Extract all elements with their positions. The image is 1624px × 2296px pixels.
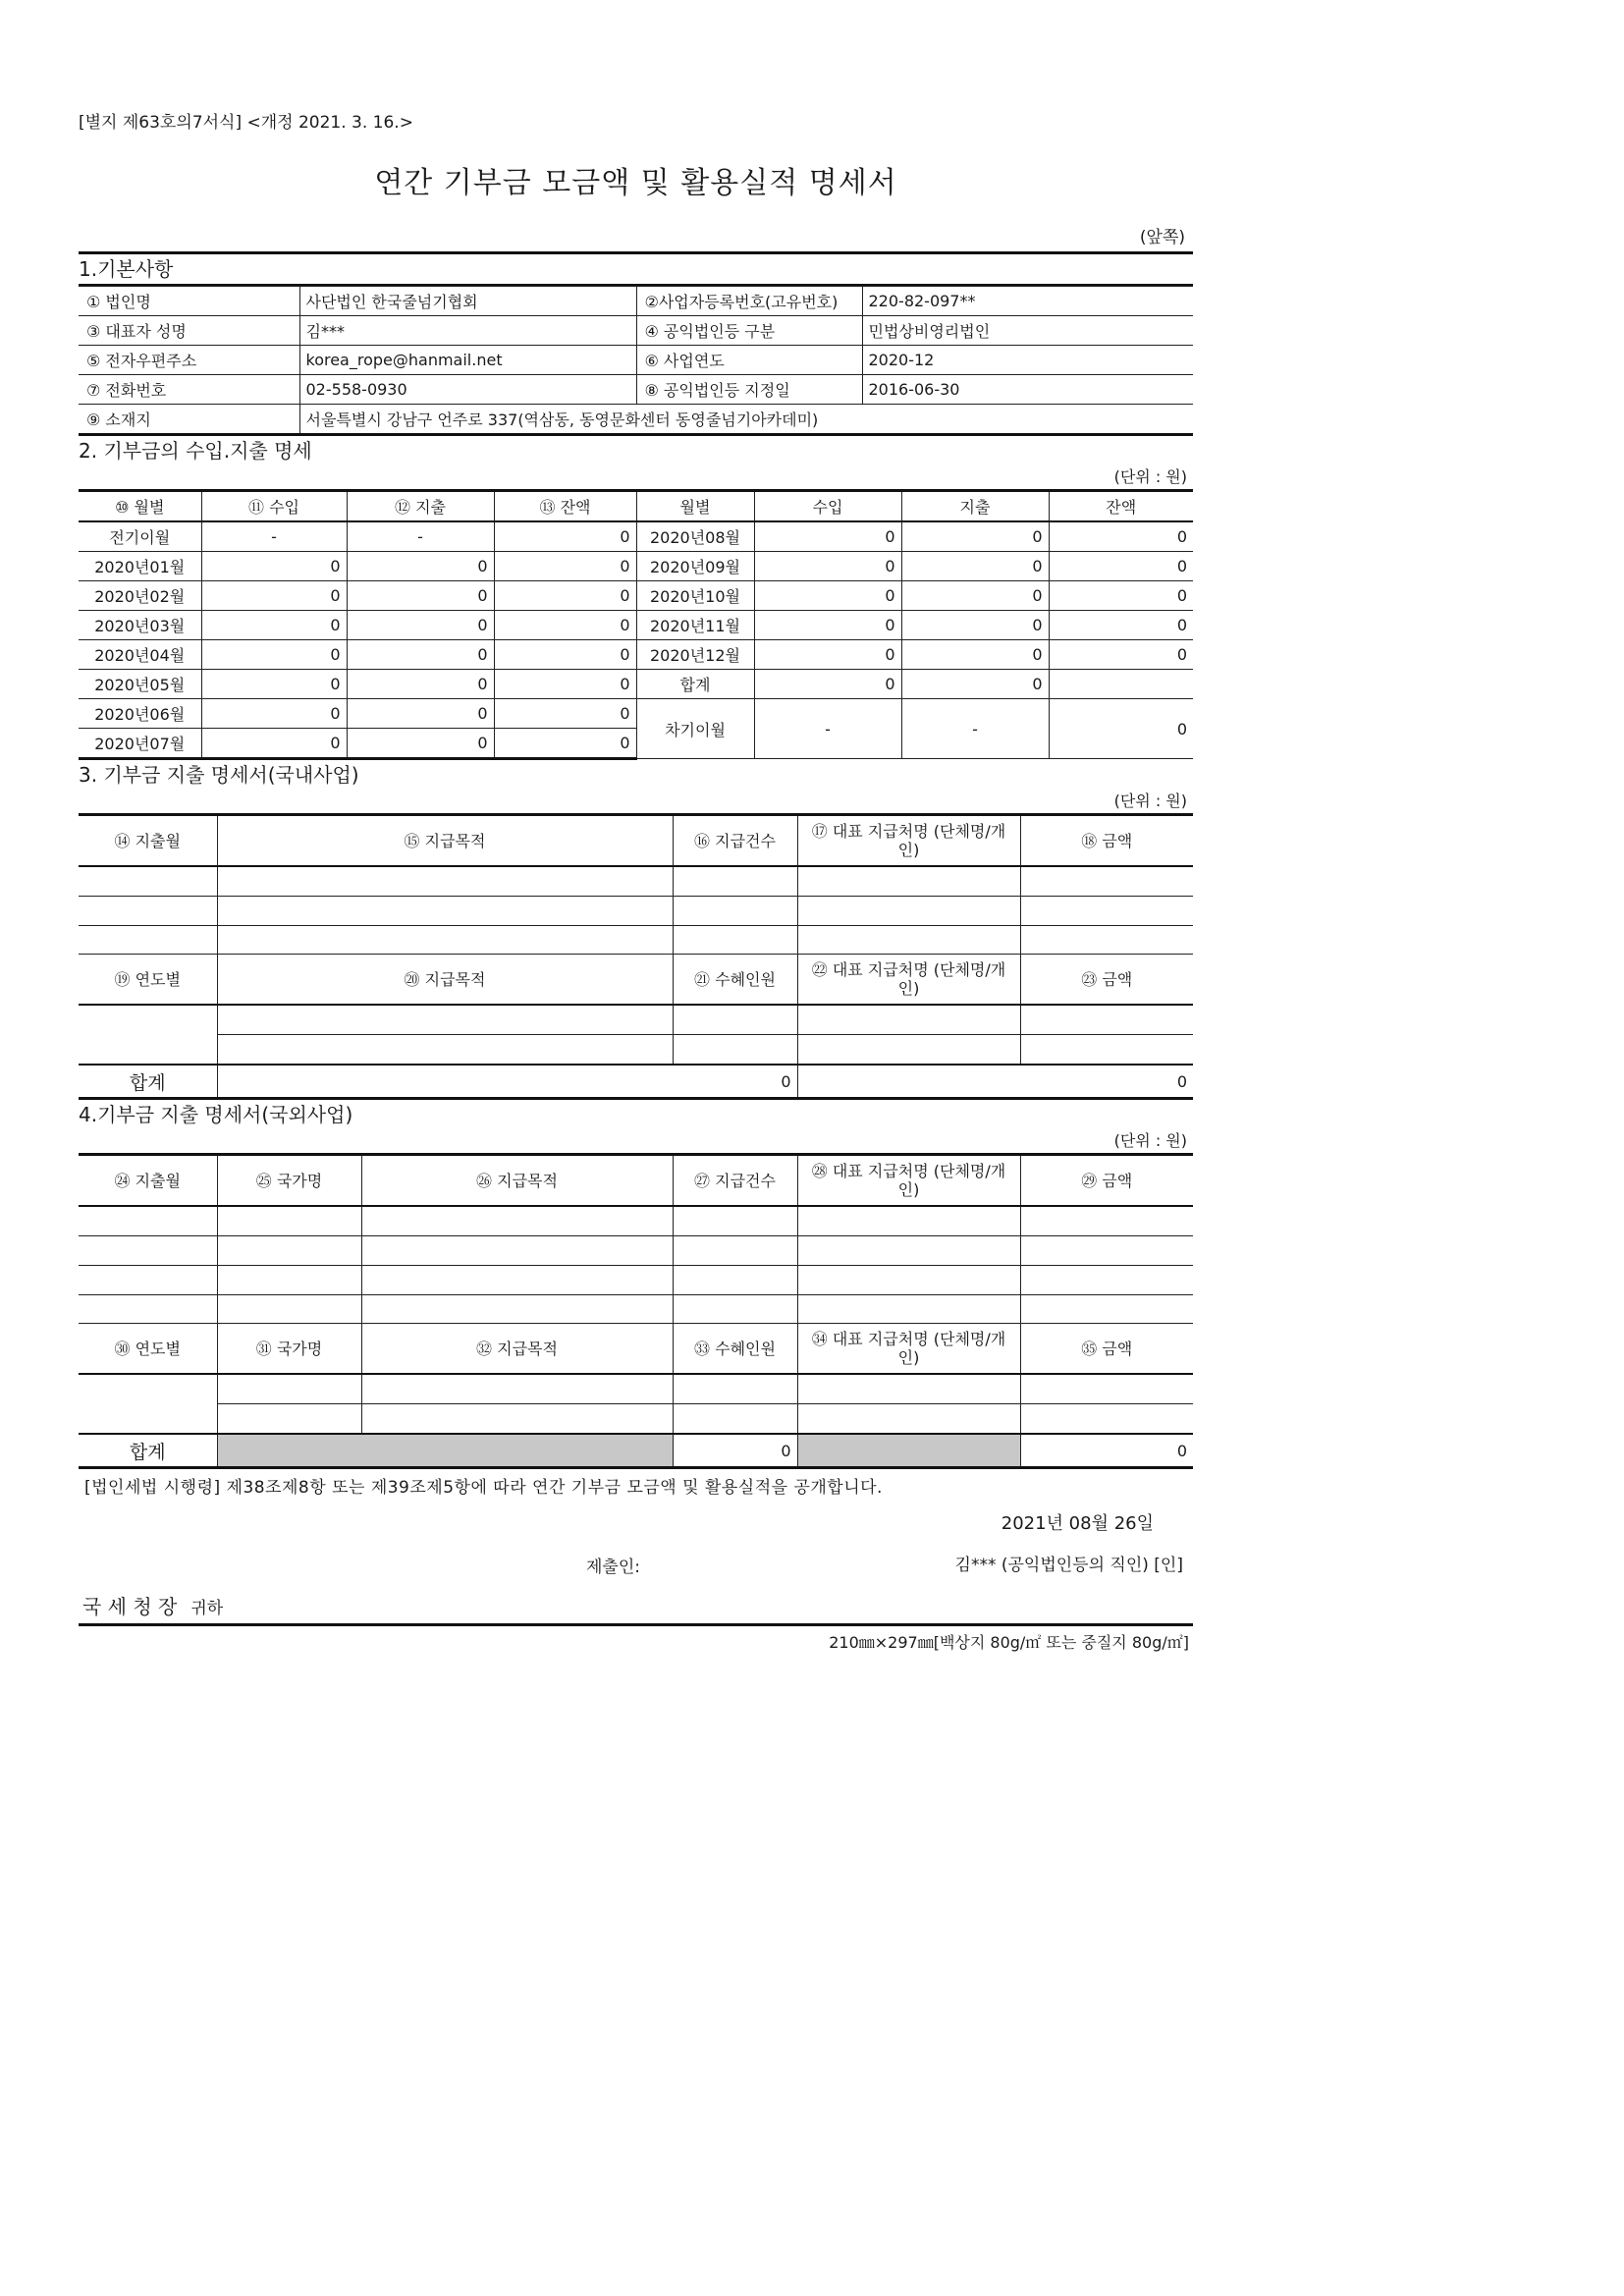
label-reg-no: ②사업자등록번호(고유번호) (636, 287, 862, 316)
page-title: 연간 기부금 모금액 및 활용실적 명세서 (374, 166, 897, 200)
cell-income: 0 (754, 521, 901, 552)
income-expense-table (79, 489, 1193, 760)
value-designation-date: 2016-06-30 (862, 375, 1193, 405)
cell-month: 2020년10월 (636, 581, 754, 611)
table-row (79, 1236, 1193, 1266)
total-label: 합계 (79, 1065, 217, 1099)
cell-expense: 0 (347, 552, 494, 581)
cell-income: 0 (754, 611, 901, 640)
total-count: 0 (673, 1434, 797, 1468)
col-amount: ㉓ 금액 (1020, 955, 1193, 1006)
cell-expense: 0 (347, 581, 494, 611)
recipient-suffix: 귀하 (190, 1599, 224, 1618)
col-payee: ㉘ 대표 지급처명 (단체명/개인) (797, 1155, 1020, 1207)
unit-label: (단위 : 원) (1113, 792, 1187, 810)
footer (79, 1473, 1193, 1653)
cell-expense: 0 (347, 699, 494, 729)
cell-month: 2020년09월 (636, 552, 754, 581)
table-header-row (79, 491, 1193, 522)
table-header-row (79, 815, 1193, 867)
paper-spec: 210㎜×297㎜[백상지 80g/㎡ 또는 중질지 80g/㎡] (829, 1633, 1189, 1652)
submitter-line (79, 1547, 1193, 1578)
table-row (79, 1005, 1193, 1035)
cell-month: 2020년07월 (79, 729, 201, 759)
cell-month: 2020년05월 (79, 670, 201, 699)
cell-month: 2020년04월 (79, 640, 201, 670)
cell-total-expense: 0 (901, 670, 1049, 699)
table-row (79, 926, 1193, 955)
label-address: ⑨ 소재지 (79, 405, 299, 435)
value-email: korea_rope@hanmail.net (299, 346, 636, 375)
cell-total-balance (1049, 670, 1193, 699)
col-expense-month: ⑭ 지출월 (79, 815, 217, 867)
col-income-2: 수입 (754, 491, 901, 522)
cell-month: 2020년08월 (636, 521, 754, 552)
table-row (79, 316, 1193, 346)
overseas-expense-table (79, 1153, 1193, 1469)
value-corp-type: 민법상비영리법인 (862, 316, 1193, 346)
total-shaded-cell (797, 1434, 1020, 1468)
submission-date: 2021년 08월 26일 (1001, 1513, 1154, 1534)
value-rep-name: 김*** (299, 316, 636, 346)
basic-info-table (79, 286, 1193, 436)
label-phone: ⑦ 전화번호 (79, 375, 299, 405)
col-income: ⑪ 수입 (201, 491, 347, 522)
cell-income: 0 (201, 670, 347, 699)
total-amount: 0 (797, 1065, 1193, 1099)
value-address: 서울특별시 강남구 언주로 337(역삼동, 동영문화센터 동영줄넘기아카데미) (299, 405, 1193, 435)
col-amount: ㉟ 금액 (1020, 1324, 1193, 1375)
col-purpose: ⑳ 지급목적 (217, 955, 673, 1006)
cell-carry-income: - (754, 699, 901, 759)
col-expense-2: 지출 (901, 491, 1049, 522)
legal-statement: [법인세법 시행령] 제38조제8항 또는 제39조제5항에 따라 연간 기부금 모금액 및 활용실적을 공개합니다. (84, 1478, 883, 1498)
cell-balance: 0 (1049, 611, 1193, 640)
table-row (79, 699, 1193, 729)
cell-expense: 0 (901, 521, 1049, 552)
recipient: 국 세 청 장 (82, 1595, 178, 1618)
cell-month: 2020년11월 (636, 611, 754, 640)
cell-expense: 0 (901, 581, 1049, 611)
col-payee: ㉞ 대표 지급처명 (단체명/개인) (797, 1324, 1020, 1375)
cell-expense: 0 (901, 552, 1049, 581)
table-row (79, 640, 1193, 670)
table-row (79, 1404, 1193, 1435)
page-side-mark: (앞쪽) (1139, 228, 1185, 247)
value-corp-name: 사단법인 한국줄넘기협회 (299, 287, 636, 316)
form-page (79, 108, 1193, 1653)
cell-balance: 0 (494, 640, 636, 670)
label-designation-date: ⑧ 공익법인등 지정일 (636, 375, 862, 405)
col-beneficiaries: ㉑ 수혜인원 (673, 955, 797, 1006)
unit-label: (단위 : 원) (1113, 467, 1187, 486)
table-row (79, 1295, 1193, 1324)
table-row (79, 670, 1193, 699)
table-row (79, 552, 1193, 581)
cell-income: 0 (754, 581, 901, 611)
total-shaded-cell (217, 1434, 673, 1468)
value-fiscal-year: 2020-12 (862, 346, 1193, 375)
cell-income: - (201, 521, 347, 552)
col-year: ㉚ 연도별 (79, 1324, 217, 1375)
label-rep-name: ③ 대표자 성명 (79, 316, 299, 346)
submitter-label: 제출인: (586, 1558, 640, 1577)
section-4-title: 4.기부금 지출 명세서(국외사업) (79, 1103, 353, 1126)
cell-balance: 0 (1049, 581, 1193, 611)
cell-income: 0 (201, 581, 347, 611)
table-header-row (79, 1155, 1193, 1207)
col-purpose: ㉖ 지급목적 (361, 1155, 673, 1207)
cell-balance: 0 (494, 611, 636, 640)
total-label: 합계 (79, 1434, 217, 1468)
total-count: 0 (217, 1065, 797, 1099)
table-row (79, 1266, 1193, 1295)
cell-balance: 0 (494, 729, 636, 759)
table-row (79, 405, 1193, 435)
cell-month: 2020년03월 (79, 611, 201, 640)
cell-month: 2020년06월 (79, 699, 201, 729)
cell-balance: 0 (494, 699, 636, 729)
table-row (79, 375, 1193, 405)
cell-balance: 0 (494, 670, 636, 699)
cell-carry-balance: 0 (1049, 699, 1193, 759)
recipient-line (79, 1590, 1193, 1626)
table-row (79, 521, 1193, 552)
cell-expense: 0 (901, 611, 1049, 640)
form-number: [별지 제63호의7서식] <개정 2021. 3. 16.> (79, 113, 413, 133)
cell-balance: 0 (1049, 640, 1193, 670)
col-beneficiaries: ㉝ 수혜인원 (673, 1324, 797, 1375)
cell-income: 0 (201, 699, 347, 729)
total-row (79, 1065, 1193, 1099)
label-corp-name: ① 법인명 (79, 287, 299, 316)
col-expense: ⑫ 지출 (347, 491, 494, 522)
cell-balance: 0 (1049, 521, 1193, 552)
cell-month: 전기이월 (79, 521, 201, 552)
cell-carry-label: 차기이월 (636, 699, 754, 759)
cell-expense: 0 (347, 729, 494, 759)
col-country: ㉛ 국가명 (217, 1324, 361, 1375)
cell-income: 0 (201, 640, 347, 670)
cell-month: 2020년12월 (636, 640, 754, 670)
cell-income: 0 (201, 729, 347, 759)
cell-income: 0 (201, 552, 347, 581)
table-row (79, 581, 1193, 611)
section-1-title: 1.기본사항 (79, 251, 1193, 286)
cell-balance: 0 (494, 581, 636, 611)
label-fiscal-year: ⑥ 사업연도 (636, 346, 862, 375)
table-row (79, 611, 1193, 640)
cell-carry-expense: - (901, 699, 1049, 759)
col-purpose: ㉜ 지급목적 (361, 1324, 673, 1375)
section-2-title: 2. 기부금의 수입.지출 명세 (79, 439, 312, 463)
col-expense-month: ㉔ 지출월 (79, 1155, 217, 1207)
table-row (79, 1206, 1193, 1236)
cell-balance: 0 (1049, 552, 1193, 581)
col-purpose: ⑮ 지급목적 (217, 815, 673, 867)
table-row (79, 1374, 1193, 1404)
col-amount: ㉙ 금액 (1020, 1155, 1193, 1207)
cell-income: 0 (754, 552, 901, 581)
table-header-row (79, 1324, 1193, 1375)
label-corp-type: ④ 공익법인등 구분 (636, 316, 862, 346)
col-payment-count: ⑯ 지급건수 (673, 815, 797, 867)
submitter-value: 김*** (공익법인등의 직인) [인] (954, 1556, 1183, 1575)
cell-total-label: 합계 (636, 670, 754, 699)
section-3-title: 3. 기부금 지출 명세서(국내사업) (79, 763, 359, 787)
table-row (79, 346, 1193, 375)
col-payee: ㉒ 대표 지급처명 (단체명/개인) (797, 955, 1020, 1006)
cell-expense: 0 (347, 611, 494, 640)
col-country: ㉕ 국가명 (217, 1155, 361, 1207)
table-row (79, 866, 1193, 897)
col-amount: ⑱ 금액 (1020, 815, 1193, 867)
cell-balance: 0 (494, 521, 636, 552)
col-payment-count: ㉗ 지급건수 (673, 1155, 797, 1207)
cell-total-income: 0 (754, 670, 901, 699)
table-row (79, 287, 1193, 316)
cell-income: 0 (201, 611, 347, 640)
cell-expense: 0 (347, 640, 494, 670)
table-row (79, 897, 1193, 926)
cell-balance: 0 (494, 552, 636, 581)
col-month: ⑩ 월별 (79, 491, 201, 522)
total-row (79, 1434, 1193, 1468)
col-payee: ⑰ 대표 지급처명 (단체명/개인) (797, 815, 1020, 867)
cell-month: 2020년01월 (79, 552, 201, 581)
cell-expense: 0 (347, 670, 494, 699)
label-email: ⑤ 전자우편주소 (79, 346, 299, 375)
col-balance-2: 잔액 (1049, 491, 1193, 522)
table-header-row (79, 955, 1193, 1006)
cell-expense: - (347, 521, 494, 552)
cell-income: 0 (754, 640, 901, 670)
cell-month: 2020년02월 (79, 581, 201, 611)
value-phone: 02-558-0930 (299, 375, 636, 405)
cell-expense: 0 (901, 640, 1049, 670)
col-year: ⑲ 연도별 (79, 955, 217, 1006)
col-balance: ⑬ 잔액 (494, 491, 636, 522)
col-month-2: 월별 (636, 491, 754, 522)
total-amount: 0 (1020, 1434, 1193, 1468)
value-reg-no: 220-82-097** (862, 287, 1193, 316)
table-row (79, 1035, 1193, 1066)
unit-label: (단위 : 원) (1113, 1131, 1187, 1150)
domestic-expense-table (79, 813, 1193, 1100)
